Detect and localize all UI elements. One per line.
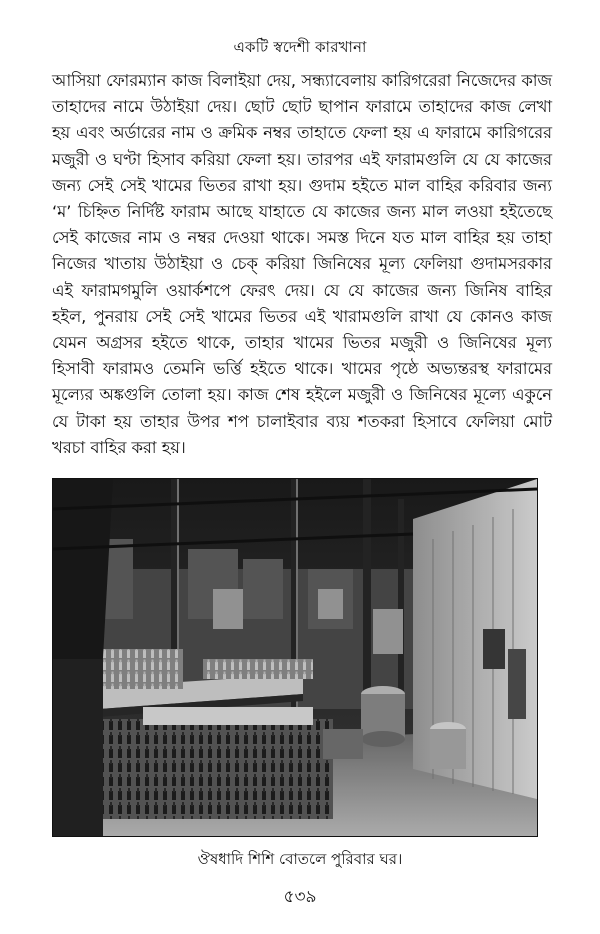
paragraph: আসিয়া ফোরম্যান কাজ বিলাইয়া দেয়, সন্ধ্যাবেলায় কারিগরেরা নিজেদের কাজ তাহাদের নামে উঠাইয়া দেয়। ছোট ছোট ছাপান ফারামে তাহাদের কাজ লেখা হয় এবং অর্ডারের নাম ও ক্রমিক নম্বর তাহাতে ফেলা হয় এ ফারামে কারিগরের মজুরী ও ঘণ্টা হিসাব করিয়া ফেলা হয়। তারপর এই ফারামগুলি যে যে কাজের জন্য সেই সেই খামের ভিতর রাখা হয়। গুদাম হইতে মাল বাহির করিবার জন্য ‘ম’ চিহ্নিত নির্দিষ্ট ফারাম আছে যাহাতে যে কাজের জন্য মাল লওয়া হইতেছে সেই কাজের নাম ও নম্বর দেওয়া থাকে। সমস্ত দিনে যত মাল বাহির হয় তাহা নিজের খাতায় উঠাইয়া ও চেক্ করিয়া জিনিষের মূল্য ফেলিয়া গুদামসরকার এই ফারামগমুলি ওয়ার্কশপে ফেরৎ দেয়। যে যে কাজের জন্য জিনিষ বাহির হইল, পুনরায় সেই সেই খামের ভিতর এই খারামগুলি রাখা যে কোনও কাজ যেমন অগ্রসর হইতে থাকে, তাহার খামের ভিতর মজুরী ও জিনিষের মূল্য হিসাবী ফারামও তেমনি ভর্ত্তি হইতে থাকে। খামের পৃষ্ঠে অভ্যন্তরস্থ ফারামের মূল্যের অঙ্কগুলি তোলা হয়। কাজ শেষ হইলে মজুরী ও জিনিষের মূল্যে একুনে যে টাকা হয় তাহার উপর শপ চালাইবার ব্যয় শতকরা হিসাবে ফেলিয়া মোট খরচা বাহির করা হয়। [52,71,552,457]
figure-caption: ঔষধাদি শিশি বোতলে পুরিবার ঘর। [197,850,403,868]
body-text [52,68,552,461]
page-number: ৫৩৯ [283,887,317,907]
photo-illustration [53,479,537,836]
running-head: একটি স্বদেশী কারখানা [233,38,367,56]
factory-photograph [52,478,538,837]
